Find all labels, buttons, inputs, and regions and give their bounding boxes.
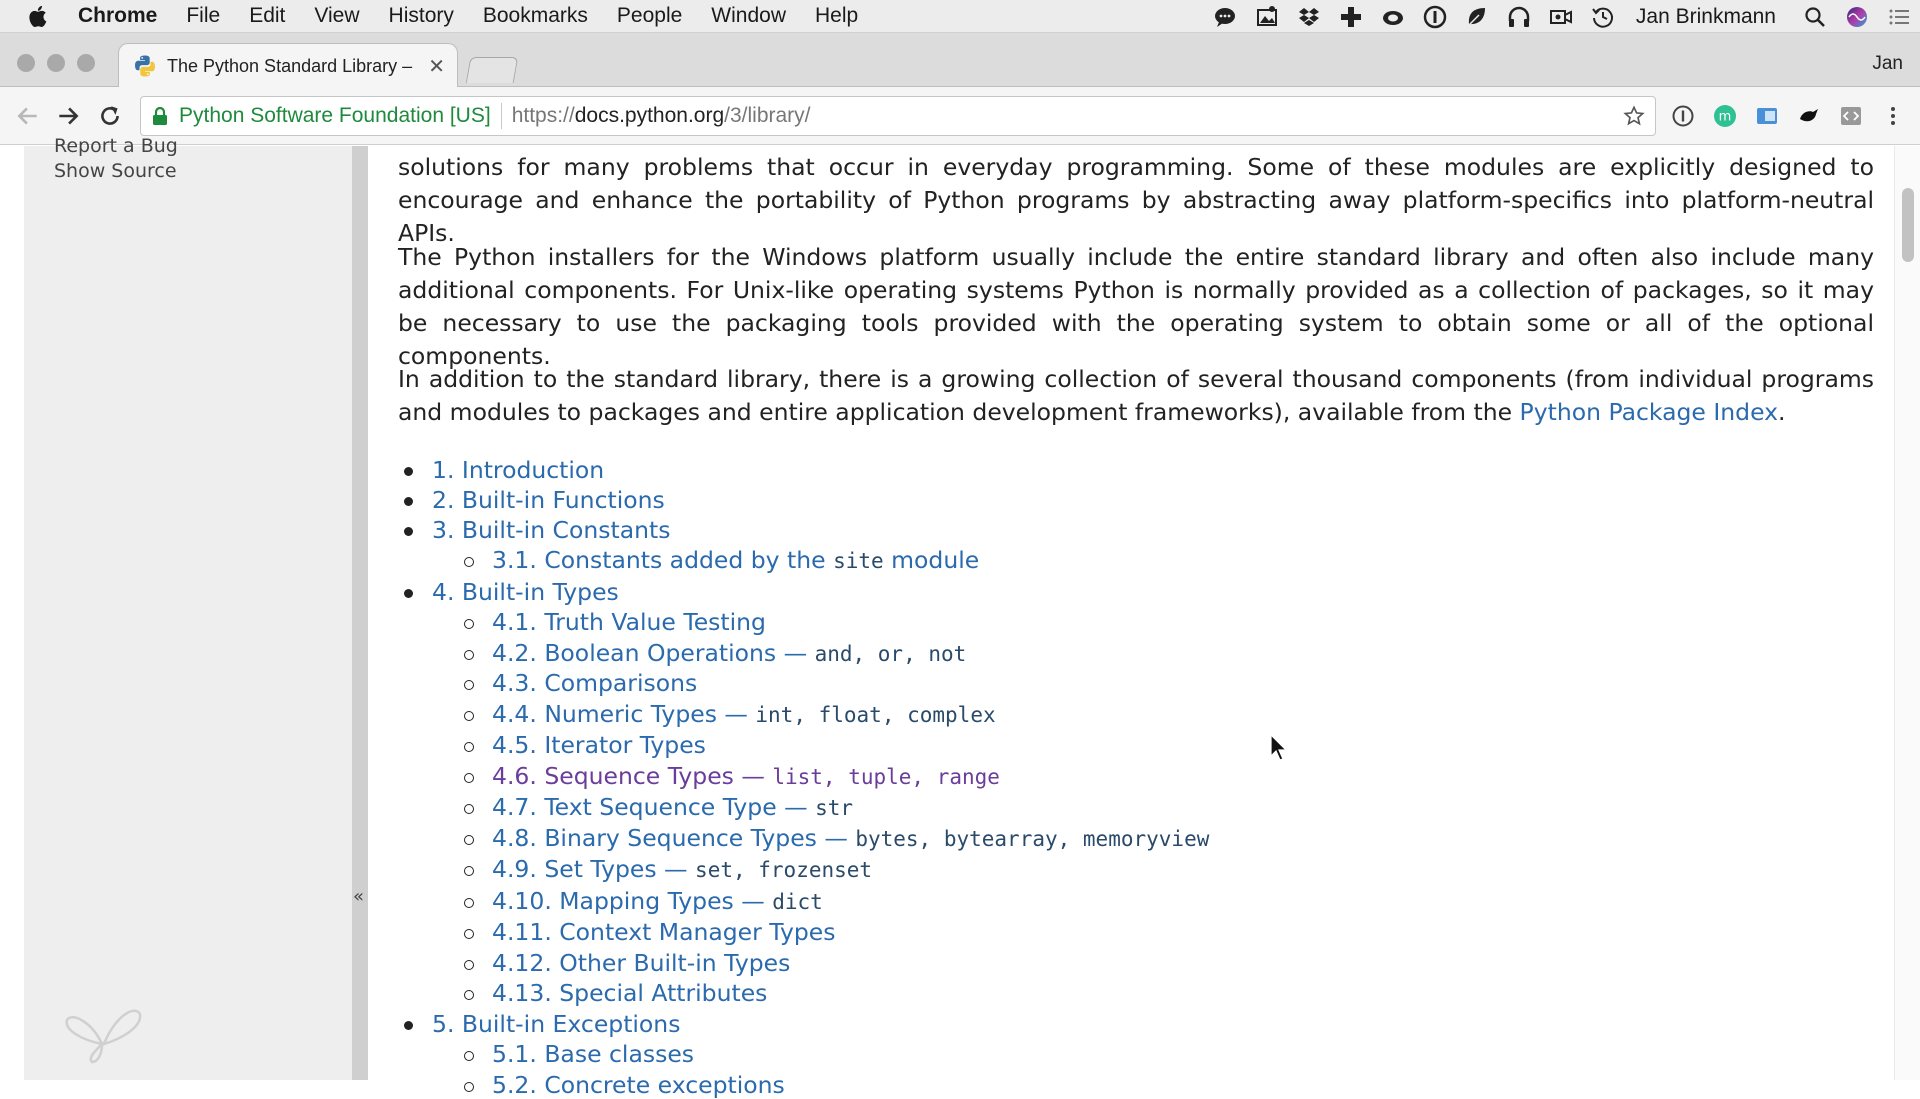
bullet-circle-icon — [464, 990, 474, 1000]
profile-button[interactable]: Jan — [1872, 53, 1903, 74]
new-tab-button[interactable] — [466, 57, 519, 83]
window-minimize-button[interactable] — [47, 54, 65, 72]
cross-app-icon[interactable] — [1338, 4, 1364, 30]
bullet-circle-icon — [464, 898, 474, 908]
toc-item-label[interactable]: 1. Introduction — [432, 456, 605, 484]
bullet-circle-icon — [464, 804, 474, 814]
pypi-text-before: In addition to the standard library, there is a growing collection of several thousand components (from individual programs and modules to packages and entire application development frameworks), available from the — [398, 365, 1874, 426]
toc-item-label[interactable]: 4.13. Special Attributes — [492, 979, 768, 1007]
paragraph-intro-tail: solutions for many problems that occur in everyday programming. Some of these modules are explicitly designed to encourage and enhance the portability of Python programs by abstracting away platform-specifics into platform-neutral APIs. — [398, 153, 1874, 247]
reload-button[interactable] — [96, 102, 124, 130]
more-menu-icon[interactable] — [1880, 103, 1906, 129]
bullet-disc-icon — [404, 1021, 413, 1030]
page-scrollbar[interactable] — [1894, 146, 1920, 1080]
bullet-disc-icon — [404, 527, 413, 536]
spotlight-search-icon[interactable] — [1802, 4, 1828, 30]
menu-chrome[interactable]: Chrome — [78, 4, 158, 27]
pypi-text-after: . — [1778, 398, 1786, 426]
toc-item-label[interactable]: 4.2. Boolean Operations — — [492, 639, 815, 667]
creative-cloud-icon[interactable] — [1380, 4, 1406, 30]
scrollbar-thumb[interactable] — [1902, 188, 1914, 262]
menu-bookmarks[interactable]: Bookmarks — [482, 4, 588, 27]
ev-certificate-label[interactable]: Python Software Foundation [US] — [179, 104, 491, 127]
toc-item-code[interactable]: bytes, bytearray, memoryview — [855, 827, 1210, 851]
menu-help[interactable]: Help — [815, 4, 859, 27]
bullet-circle-icon — [464, 557, 474, 567]
toc-item[interactable] — [492, 639, 966, 667]
toc-item-label[interactable]: 3.1. Constants added by the — [492, 546, 834, 574]
toc-item-label[interactable]: 5.1. Base classes — [492, 1040, 695, 1068]
toc-item[interactable] — [492, 949, 790, 977]
back-button[interactable] — [14, 102, 42, 130]
toc-item-code[interactable]: list, tuple, range — [772, 765, 1000, 789]
menu-window[interactable]: Window — [711, 4, 786, 27]
m-extension-icon[interactable] — [1712, 103, 1738, 129]
toc-item[interactable] — [432, 516, 670, 544]
url-path: /3/library/ — [724, 104, 811, 127]
bullet-circle-icon — [464, 711, 474, 721]
sidebar-link-report-bug[interactable]: Report a Bug — [54, 135, 178, 157]
toc-item-label[interactable]: 4.12. Other Built-in Types — [492, 949, 791, 977]
window-extension-icon[interactable] — [1754, 103, 1780, 129]
toc-item-label[interactable]: 4.11. Context Manager Types — [492, 918, 836, 946]
toc-item-code[interactable]: site — [833, 549, 884, 573]
menu-history[interactable]: History — [388, 4, 454, 27]
toc-item[interactable] — [432, 456, 604, 484]
user-name[interactable]: Jan Brinkmann — [1635, 4, 1776, 28]
bullet-circle-icon — [464, 866, 474, 876]
chat-bubble-icon[interactable] — [1212, 4, 1238, 30]
pypi-link[interactable]: Python Package Index — [1519, 398, 1779, 426]
time-machine-icon[interactable] — [1590, 4, 1616, 30]
toc-item[interactable] — [492, 762, 1000, 790]
bookmark-star-icon[interactable] — [1623, 105, 1645, 127]
code-extension-icon[interactable] — [1838, 103, 1864, 129]
bullet-circle-icon — [464, 619, 474, 629]
toc-item[interactable] — [492, 855, 872, 883]
toc-item[interactable] — [492, 546, 979, 574]
toc-item[interactable] — [492, 918, 836, 946]
menu-bar — [0, 0, 1920, 33]
bullet-circle-icon — [464, 773, 474, 783]
active-tab[interactable] — [118, 43, 458, 88]
browser-toolbar — [0, 87, 1920, 145]
bullet-disc-icon — [404, 467, 413, 476]
window-zoom-button[interactable] — [77, 54, 95, 72]
headphones-icon[interactable] — [1506, 4, 1532, 30]
bullet-circle-icon — [464, 1082, 474, 1092]
toc-item-label[interactable]: 4.5. Iterator Types — [492, 731, 706, 759]
sidebar-collapse-bar[interactable] — [352, 146, 368, 1080]
address-separator — [501, 103, 502, 129]
url-scheme: https:// — [511, 104, 575, 127]
toc-item-label[interactable]: 3. Built-in Constants — [432, 516, 671, 544]
bullet-disc-icon — [404, 589, 413, 598]
toc-item-label[interactable]: 4. Built-in Types — [432, 578, 619, 606]
web-page — [0, 135, 1920, 1099]
toc-item-label[interactable]: 5. Built-in Exceptions — [432, 1010, 681, 1038]
toc-item[interactable] — [432, 578, 619, 606]
bullet-circle-icon — [464, 929, 474, 939]
toc-item-code[interactable]: and, or, not — [814, 642, 967, 666]
image-app-icon[interactable] — [1254, 4, 1280, 30]
lock-icon — [151, 106, 169, 126]
toc-item[interactable] — [492, 669, 697, 697]
toc-item-code[interactable]: set, frozenset — [695, 858, 873, 882]
sidebar — [24, 135, 352, 1080]
forward-button[interactable] — [54, 102, 82, 130]
window-close-button[interactable] — [17, 54, 35, 72]
bullet-circle-icon — [464, 835, 474, 845]
toc-item-label[interactable]: 4.6. Sequence Types — — [492, 762, 773, 790]
leaf-icon[interactable] — [1464, 4, 1490, 30]
tab-strip — [0, 33, 1920, 87]
bullet-circle-icon — [464, 650, 474, 660]
mouse-cursor-icon — [1270, 734, 1290, 762]
toc-item[interactable] — [432, 486, 665, 514]
siri-icon[interactable] — [1844, 4, 1870, 30]
toc-item-label[interactable]: 4.7. Text Sequence Type — — [492, 793, 816, 821]
bullet-circle-icon — [464, 680, 474, 690]
tab-title: The Python Standard Library – — [167, 55, 413, 76]
bullet-circle-icon — [464, 1051, 474, 1061]
python-favicon-icon — [133, 54, 157, 78]
toc-item-suffix[interactable]: module — [883, 546, 980, 574]
apple-menu-icon[interactable] — [28, 3, 58, 29]
paragraph-pypi — [398, 363, 1874, 429]
menu-edit[interactable]: Edit — [249, 4, 286, 27]
url-host: docs.python.org — [574, 104, 725, 127]
bird-extension-icon[interactable] — [1796, 103, 1822, 129]
arrow-left-icon — [15, 103, 41, 129]
bullet-circle-icon — [464, 960, 474, 970]
butterfly-logo-icon — [62, 982, 144, 1064]
toc-item[interactable] — [492, 824, 1209, 852]
toc-item-label[interactable]: 4.4. Numeric Types — — [492, 700, 756, 728]
toc-item[interactable] — [492, 1071, 785, 1099]
toc-item-label[interactable]: 4.9. Set Types — — [492, 855, 696, 883]
toc-item[interactable] — [492, 700, 996, 728]
toc-item[interactable] — [492, 793, 853, 821]
arrow-right-icon — [55, 103, 81, 129]
toc-item[interactable] — [492, 1040, 694, 1068]
page-margin — [0, 146, 24, 1080]
dropbox-icon[interactable] — [1296, 4, 1322, 30]
bullet-disc-icon — [404, 497, 413, 506]
1password-extension-icon[interactable] — [1670, 103, 1696, 129]
toc-item-code[interactable]: dict — [772, 890, 823, 914]
address-bar[interactable] — [140, 96, 1656, 136]
collapse-chevron-icon[interactable]: « — [353, 886, 365, 907]
toc-item-code[interactable]: str — [815, 796, 854, 820]
toc-item-label[interactable]: 4.3. Comparisons — [492, 669, 698, 697]
bullet-circle-icon — [464, 742, 474, 752]
camera-icon[interactable] — [1548, 4, 1574, 30]
notification-center-icon[interactable] — [1886, 4, 1912, 30]
toc-item[interactable] — [492, 608, 766, 636]
sidebar-link-show-source[interactable]: Show Source — [54, 160, 177, 182]
toc-item-label[interactable]: 5.2. Concrete exceptions — [492, 1071, 785, 1099]
toc-item-label[interactable]: 4.10. Mapping Types — — [492, 887, 773, 915]
toc-item-label[interactable]: 4.8. Binary Sequence Types — — [492, 824, 856, 852]
toc-item-label[interactable]: 2. Built-in Functions — [432, 486, 665, 514]
toc-item-code[interactable]: int, float, complex — [755, 703, 996, 727]
toc-item[interactable] — [492, 979, 767, 1007]
tab-close-icon[interactable]: ✕ — [428, 54, 445, 78]
reload-icon — [97, 103, 123, 129]
menu-view[interactable]: View — [314, 4, 360, 27]
toc-item[interactable] — [492, 887, 823, 915]
1password-icon[interactable] — [1422, 4, 1448, 30]
svg-text:m: m — [1718, 109, 1732, 125]
toc-item[interactable] — [492, 731, 706, 759]
menu-people[interactable]: People — [616, 4, 683, 27]
toc-item[interactable] — [432, 1010, 680, 1038]
menu-file[interactable]: File — [186, 4, 221, 27]
toc-item-label[interactable]: 4.1. Truth Value Testing — [492, 608, 766, 636]
paragraph-installers: The Python installers for the Windows platform usually include the entire standard library and often also include many additional components. For Unix-like operating systems Python is normally provided as a collection of packages, so it may be necessary to use the packaging tools provided with the operating system to obtain some or all of the optional components. — [398, 243, 1874, 370]
